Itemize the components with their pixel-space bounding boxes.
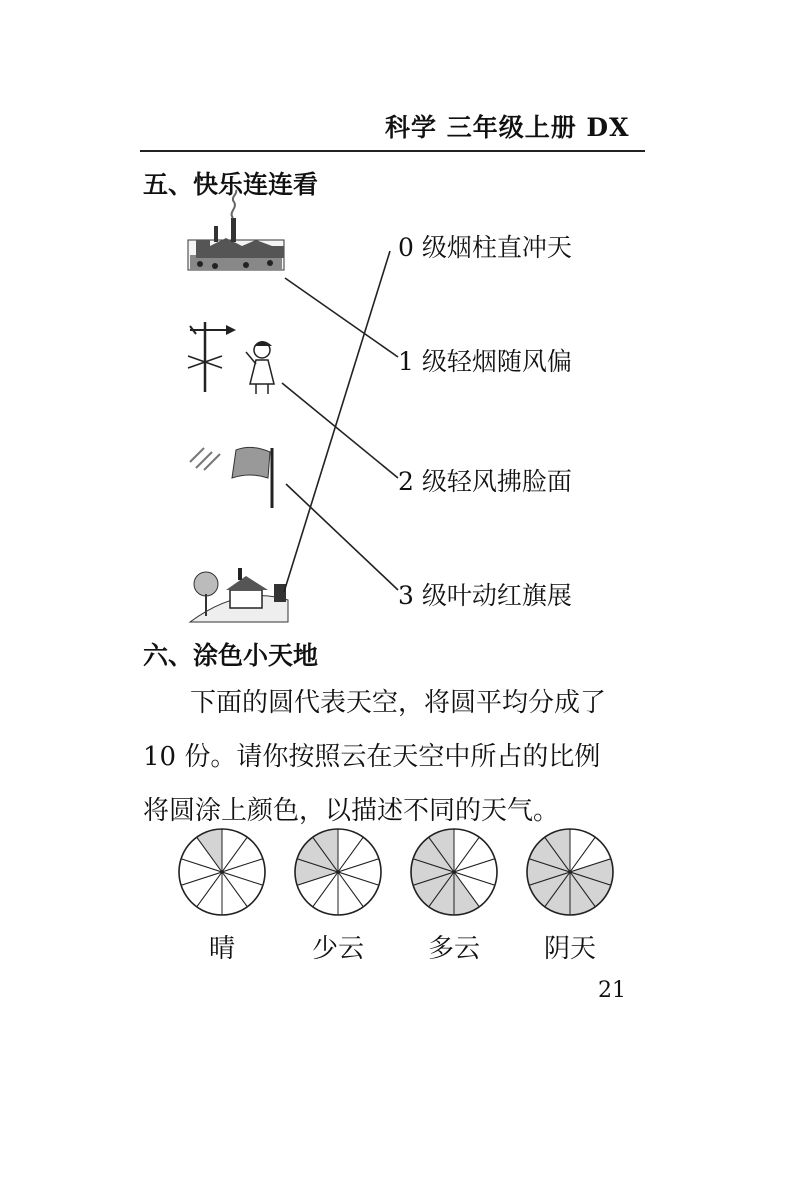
pie-label-few-clouds: 少云 [311,934,364,964]
section5-title: 五、快乐连连看 [143,170,319,199]
match-item-3: 3 级叶动红旗展 [398,581,572,610]
match-item-1: 1 级轻烟随风偏 [398,347,572,376]
sky-circle-0 [179,829,265,915]
sky-circle-2 [411,829,497,915]
match-item-2: 2 级轻风拂脸面 [398,467,572,496]
page-number: 21 [598,978,626,1003]
sky-circle-1 [295,829,381,915]
paragraph-line-1: 下面的圆代表天空，将圆平均分成了 [190,688,607,718]
page-header: 科学 三年级上册 DX [385,113,630,142]
pie-label-sunny: 晴 [208,934,235,964]
section6-title: 六、涂色小天地 [143,641,319,670]
match-item-0: 0 级烟柱直冲天 [398,233,572,262]
pie-label-overcast: 阴天 [543,934,596,964]
sky-circle-3 [527,829,613,915]
paragraph-line-2: 10 份。请你按照云在天空中所占的比例 [143,742,601,772]
pie-label-cloudy: 多云 [427,934,480,964]
paragraph-line-3: 将圆涂上颜色，以描述不同的天气。 [143,796,560,826]
